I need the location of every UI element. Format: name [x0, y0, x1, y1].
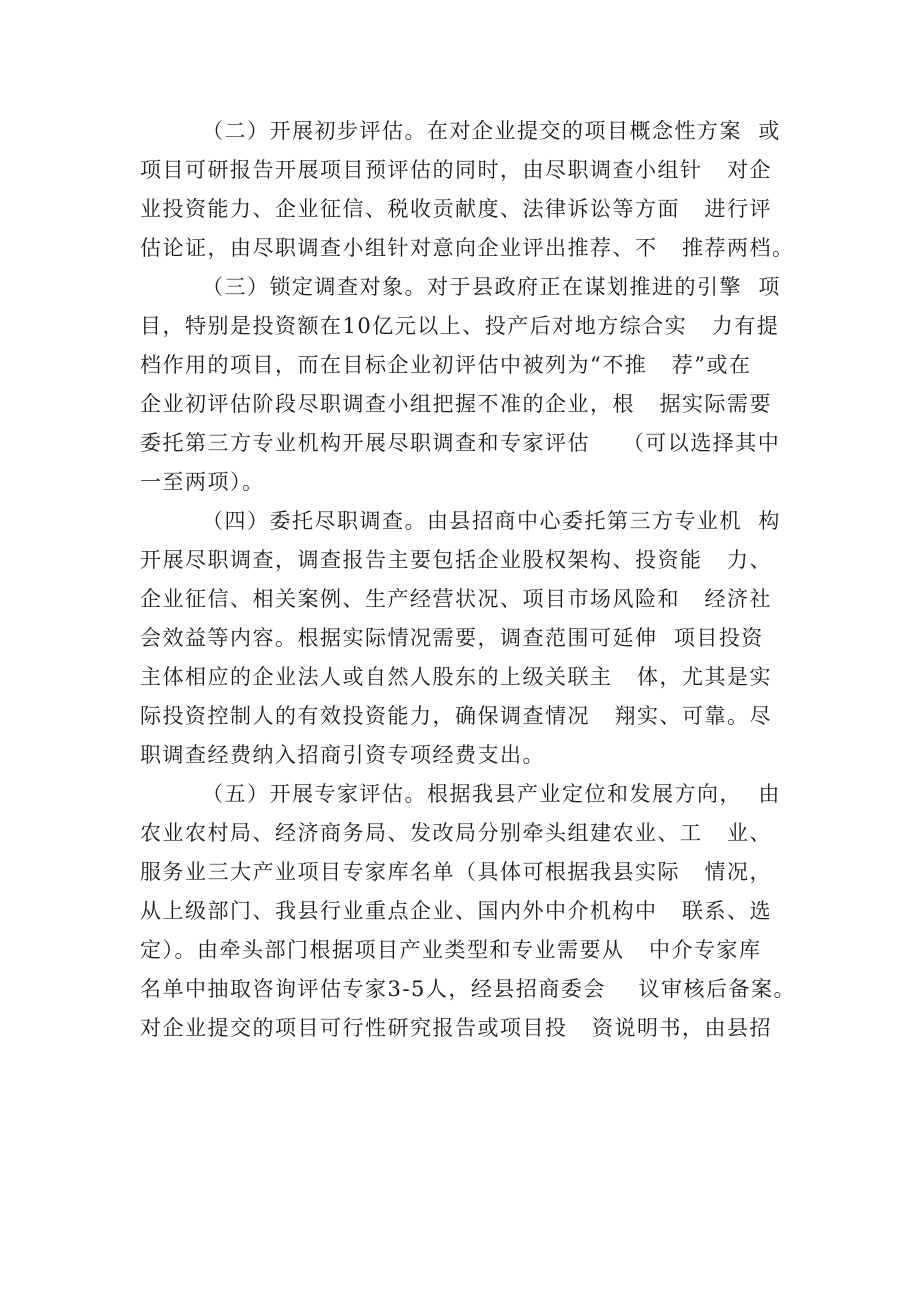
document-body: [140, 112, 800, 1048]
paragraph-lock-survey-target: [140, 268, 800, 502]
text-line: 会效益等内容。根据实际情况需要，调查范围可延伸 项目投资: [140, 626, 764, 650]
text-line: 业投资能力、企业征信、税收贡献度、法律诉讼等方面 进行评: [140, 197, 773, 221]
text-line: 企业征信、相关案例、生产经营状况、项目市场风险和 经济社: [140, 587, 773, 611]
text-line: 从上级部门、我县行业重点企业、国内外中介机构中 联系、选: [140, 899, 773, 923]
text-line: 际投资控制人的有效投资能力，确保调查情况 翔实、可靠。尽: [140, 704, 773, 728]
text-line: 项目可研报告开展项目预评估的同时，由尽职调查小组针 对企: [140, 158, 773, 182]
text-line: 档作用的项目，而在目标企业初评估中被列为“不推 荐”或在: [140, 353, 752, 377]
text-line: （五）开展专家评估。根据我县产业定位和发展方向， 由: [202, 782, 781, 806]
text-line: 开展尽职调查，调查报告主要包括企业股权架构、投资能 力、: [140, 548, 773, 572]
text-line: 委托第三方专业机构开展尽职调查和专家评估 （可以选择其中: [140, 431, 781, 455]
text-line: 目，特别是投资额在10亿元以上、投产后对地方综合实 力有提: [140, 314, 780, 338]
text-line: （二）开展初步评估。在对企业提交的项目概念性方案 或: [202, 119, 781, 143]
text-line: 定）。由牵头部门根据项目产业类型和专业需要从 中介专家库: [140, 938, 762, 962]
text-line: 企业初评估阶段尽职调查小组把握不准的企业，根 据实际需要: [140, 392, 773, 416]
paragraph-expert-evaluation: [140, 775, 800, 1048]
text-line: 一至两项）。: [140, 470, 265, 494]
text-line: 主体相应的企业法人或自然人股东的上级关联主 体，尤其是实: [140, 665, 773, 689]
text-line: 对企业提交的项目可行性研究报告或项目投 资说明书，由县招: [140, 1016, 773, 1040]
paragraph-preliminary-evaluation: [140, 112, 800, 268]
text-line: 名单中抽取咨询评估专家3-5人，经县招商委会 议审核后备案。: [140, 977, 797, 1001]
text-line: 服务业三大产业项目专家库名单（具体可根据我县实际 情况，: [140, 860, 773, 884]
text-line: 估论证，由尽职调查小组针对意向企业评出推荐、不 推荐两档。: [140, 236, 795, 260]
paragraph-due-diligence: [140, 502, 800, 775]
text-line: （四）委托尽职调查。由县招商中心委托第三方专业机 构: [202, 509, 781, 533]
text-line: 职调查经费纳入招商引资专项经费支出。: [140, 743, 545, 767]
text-line: 农业农村局、经济商务局、发改局分别牵头组建农业、工 业、: [140, 821, 773, 845]
text-line: （三）锁定调查对象。对于县政府正在谋划推进的引擎 项: [202, 275, 781, 299]
